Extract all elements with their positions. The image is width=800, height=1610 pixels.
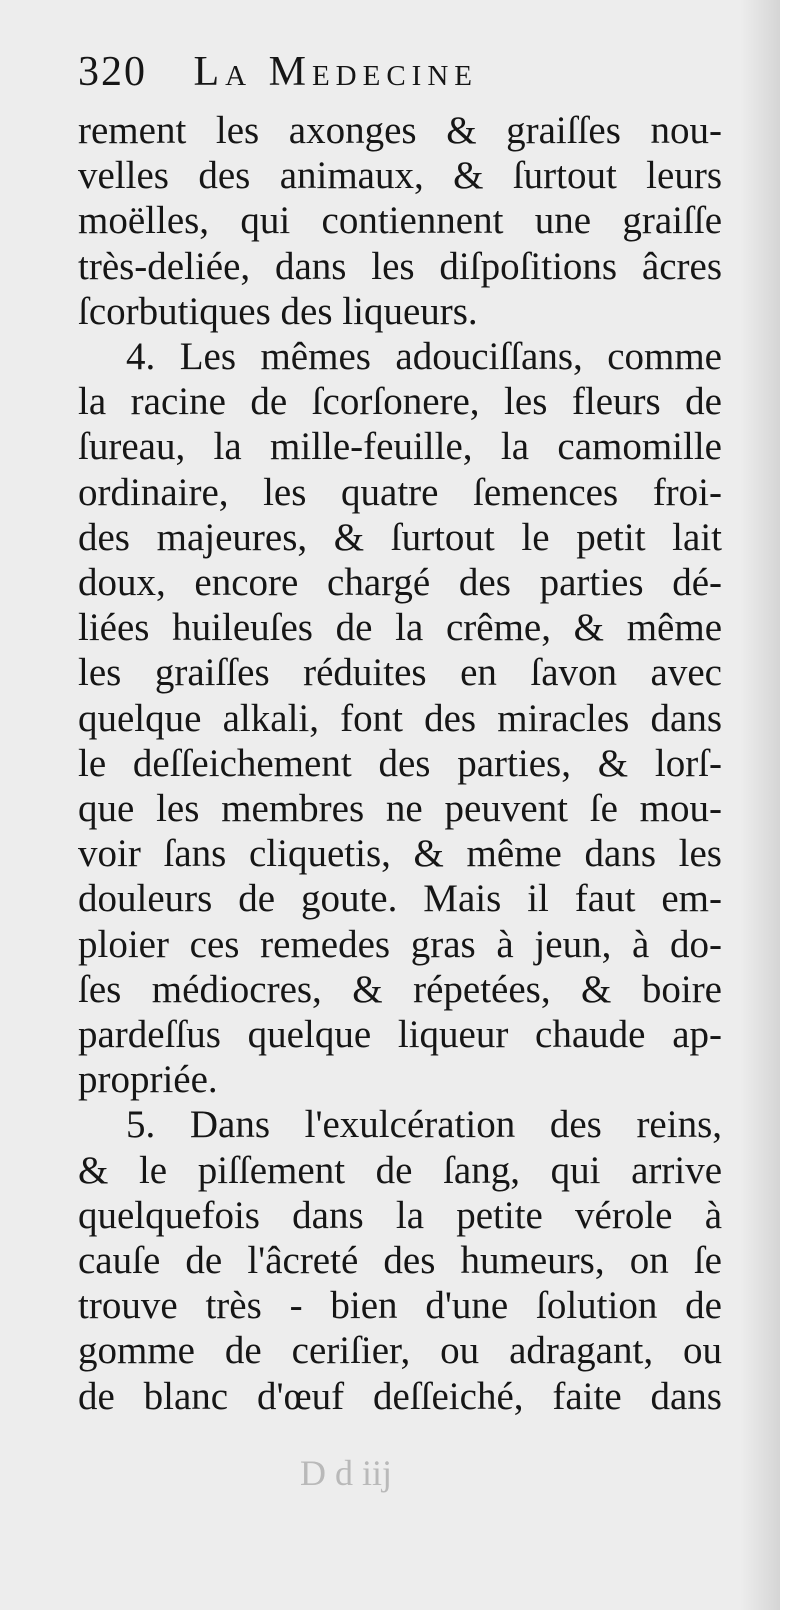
text-line: velles des animaux, & ſurtout leurs — [78, 154, 722, 198]
text-line: moëlles, qui contiennent une graiſſe — [78, 199, 722, 243]
catchword: D d iij — [300, 1453, 393, 1493]
text-line: ploier ces remedes gras à jeun, à do- — [78, 922, 722, 966]
text-line: douleurs de goute. Mais il faut em- — [78, 877, 722, 921]
text-line: que les membres ne peuvent ſe mou- — [78, 787, 722, 831]
text-line: très-deliée, dans les diſpoſitions âcres — [78, 244, 722, 288]
text-line: ordinaire, les quatre ſemences froi- — [78, 470, 722, 514]
page-number: 320 — [78, 49, 147, 95]
text-line: rement les axonges & graiſſes nou- — [78, 109, 722, 152]
text-line: les graiſſes réduites en ſavon avec — [78, 651, 722, 695]
text-line: 4. Les mêmes adouciſſans, comme — [126, 335, 722, 379]
text-line: quelquefois dans la petite vérole à — [78, 1193, 722, 1237]
text-line: & le piſſement de ſang, qui arrive — [78, 1148, 722, 1192]
text-line: propriée. — [78, 1058, 218, 1102]
text-line: des majeures, & ſurtout le petit lait — [78, 515, 722, 559]
text-line: liées huileuſes de la crême, & même — [78, 606, 722, 650]
text-line: ſureau, la mille-feuille, la camomille — [78, 425, 722, 469]
text-line: le deſſeichement des parties, & lorſ- — [78, 741, 722, 785]
text-line: quelque alkali, font des miracles dans — [78, 696, 722, 740]
running-header — [78, 48, 478, 96]
text-line: voir ſans cliquetis, & même dans les — [78, 832, 722, 876]
text-line: ſes médiocres, & répetées, & boire — [78, 967, 722, 1011]
text-line: de blanc d'œuf deſſeiché, faite dans — [78, 1374, 722, 1418]
body-text — [78, 108, 722, 1419]
text-line: 5. Dans l'exulcération des reins, — [126, 1103, 722, 1147]
text-line: ſcorbutiques des liqueurs. — [78, 289, 478, 333]
text-line: doux, encore chargé des parties dé- — [78, 561, 722, 605]
running-title: La Medecine — [193, 49, 478, 95]
text-line: pardeſſus quelque liqueur chaude ap- — [78, 1013, 722, 1057]
text-line: la racine de ſcorſonere, les fleurs de — [78, 380, 722, 424]
text-line: gomme de ceriſier, ou adragant, ou — [78, 1329, 722, 1373]
text-line: cauſe de l'âcreté des humeurs, on ſe — [78, 1239, 722, 1283]
text-line: trouve très - bien d'une ſolution de — [78, 1284, 722, 1328]
